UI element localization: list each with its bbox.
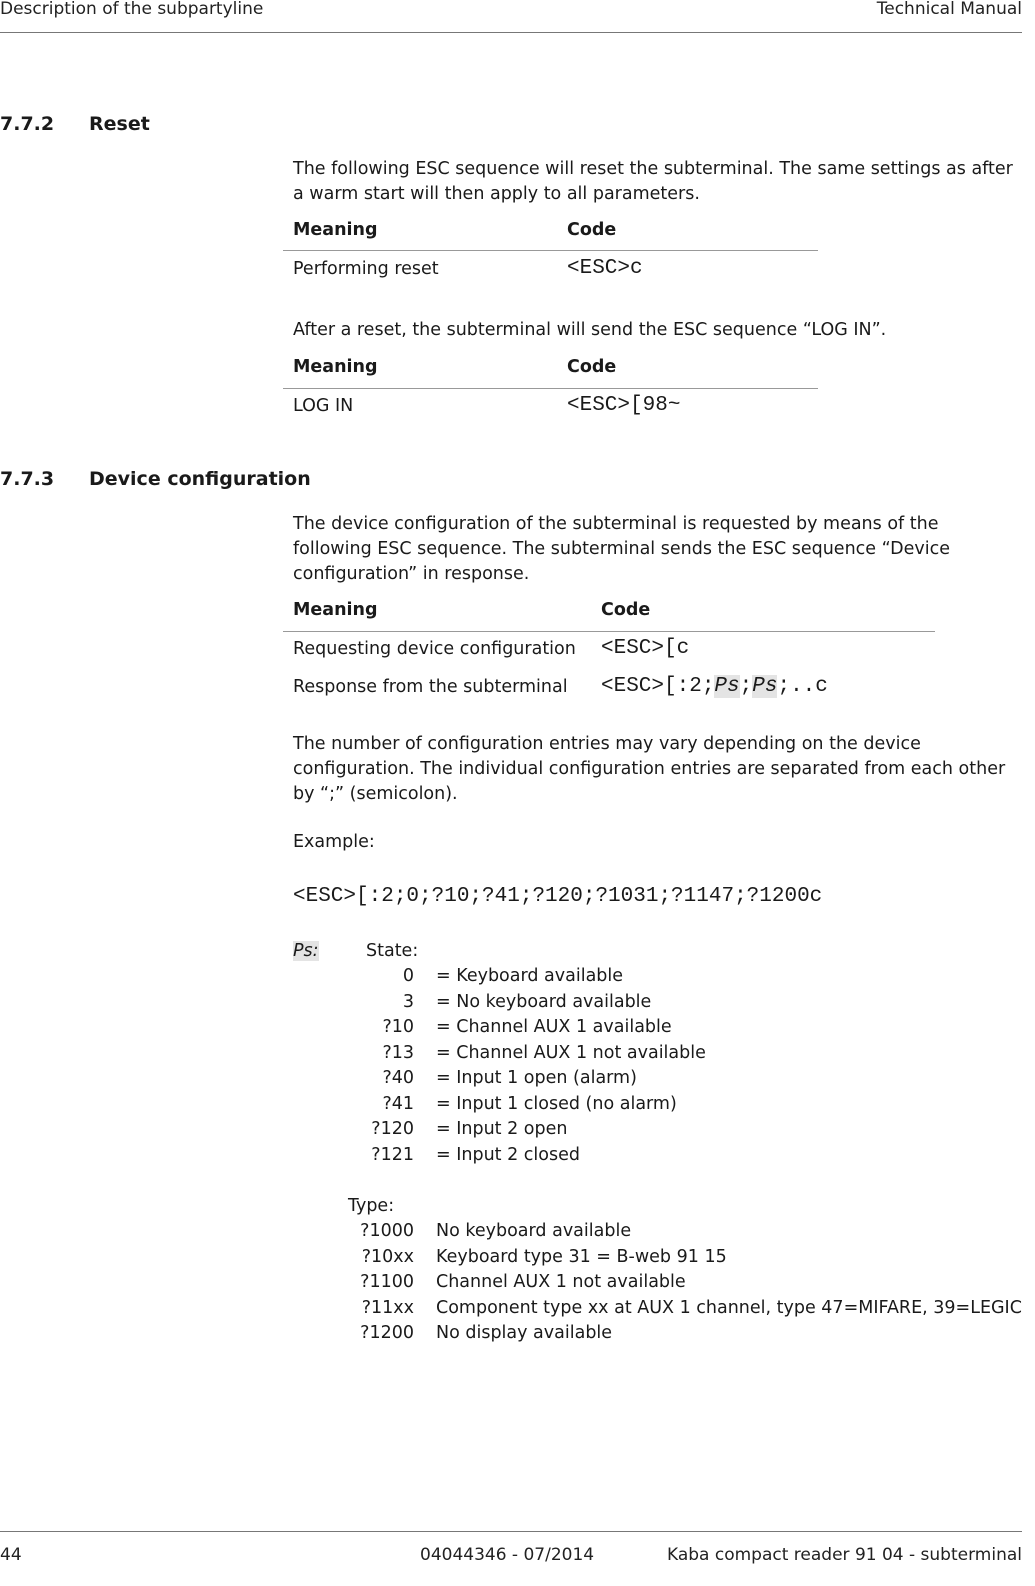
row2-ps-param-1: Ps	[714, 675, 740, 698]
state-item-code: ?41	[382, 1093, 414, 1114]
type-item-description: Component type xx at AUX 1 channel, type 47=MIFARE, 39=LEGIC	[436, 1297, 1022, 1318]
section-number-reset: 7.7.2	[0, 113, 55, 135]
state-item-description: = Channel AUX 1 not available	[436, 1042, 706, 1063]
type-item-code: ?10xx	[361, 1246, 414, 1267]
state-item-code: 3	[402, 991, 414, 1012]
table2-header-code: Code	[567, 357, 617, 377]
table1-header-meaning: Meaning	[293, 220, 378, 240]
table1-row-code: <ESC>c	[567, 257, 643, 280]
type-item-description: No keyboard available	[436, 1221, 632, 1241]
table2-header-meaning: Meaning	[293, 357, 378, 377]
type-item-description: Keyboard type 31 = B-web 91 15	[436, 1246, 727, 1267]
state-label: State:	[366, 941, 419, 961]
table3-header-meaning: Meaning	[293, 600, 378, 620]
state-item-code: ?121	[371, 1144, 414, 1165]
footer-product: Kaba compact reader 91 04 - subterminal	[667, 1545, 1022, 1565]
example-code: <ESC>[:2;0;?10;?41;?120;?1031;?1147;?1200c	[293, 885, 823, 908]
type-item-code: ?11xx	[361, 1297, 414, 1318]
row2-ps-param-2: Ps	[752, 675, 778, 698]
ps-label: Ps:	[293, 941, 319, 961]
state-item-description: = No keyboard available	[436, 991, 652, 1012]
type-item-description: No display available	[436, 1323, 613, 1343]
type-item-description: Channel AUX 1 not available	[436, 1272, 686, 1292]
entries-text: The number of configuration entries may vary depending on the device configuration. The individual configuration entries are separated from each other by “;” (semicolon).	[293, 734, 1006, 804]
type-item-code: ?1100	[360, 1272, 414, 1292]
header-rule	[0, 32, 1022, 33]
state-item-code: ?10	[382, 1017, 414, 1037]
state-item-description: = Channel AUX 1 available	[436, 1017, 672, 1037]
section-title-device-config: Device configuration	[89, 468, 311, 490]
table2-rule	[283, 388, 818, 389]
reset-intro: The following ESC sequence will reset the subterminal. The same settings as after a warm start will then apply to all parameters.	[293, 159, 1013, 204]
type-label: Type:	[348, 1196, 395, 1216]
state-item-code: ?120	[371, 1119, 414, 1139]
table2-row-code: <ESC>[98~	[567, 394, 681, 417]
state-item-code: ?40	[382, 1068, 414, 1088]
table3-row2-meaning: Response from the subterminal	[293, 677, 568, 697]
table1-header-code: Code	[567, 220, 617, 240]
type-item-code: ?1200	[360, 1323, 414, 1343]
footer-page-number: 44	[0, 1545, 22, 1565]
row2-code-prefix: <ESC>[:2;	[601, 675, 715, 698]
section-number-device-config: 7.7.3	[0, 468, 55, 490]
state-item-code: ?13	[382, 1042, 414, 1063]
state-item-description: = Input 1 closed (no alarm)	[436, 1093, 677, 1114]
state-item-description: = Input 2 closed	[436, 1144, 580, 1165]
header-right: Technical Manual	[876, 0, 1022, 19]
table3-header-code: Code	[601, 600, 651, 620]
header-left: Description of the subpartyline	[0, 0, 264, 19]
section-title-reset: Reset	[89, 113, 150, 135]
type-item-code: ?1000	[360, 1221, 414, 1241]
table2-row-meaning: LOG IN	[293, 396, 354, 416]
reset-after-text: After a reset, the subterminal will send the ESC sequence “LOG IN”.	[293, 320, 887, 340]
example-label: Example:	[293, 832, 375, 852]
state-item-code: 0	[402, 966, 414, 986]
table1-row-meaning: Performing reset	[293, 259, 439, 279]
table1-rule	[283, 250, 818, 251]
state-item-description: = Input 1 open (alarm)	[436, 1068, 637, 1088]
table3-rule	[283, 631, 935, 632]
table3-row1-code: <ESC>[c	[601, 637, 690, 660]
footer-doc-number: 04044346 - 07/2014	[420, 1545, 595, 1565]
table3-row2-code	[601, 675, 828, 698]
state-item-description: = Input 2 open	[436, 1119, 568, 1139]
footer-rule	[0, 1531, 1022, 1532]
table3-row1-meaning: Requesting device configuration	[293, 639, 576, 659]
row2-code-sep: ;	[739, 675, 753, 698]
row2-code-suffix: ;..c	[777, 675, 828, 698]
device-config-intro: The device configuration of the subterminal is requested by means of the following ESC sequence. The subterminal sends the ESC sequence “Device configuration” in response.	[293, 514, 950, 584]
state-item-description: = Keyboard available	[436, 966, 624, 986]
